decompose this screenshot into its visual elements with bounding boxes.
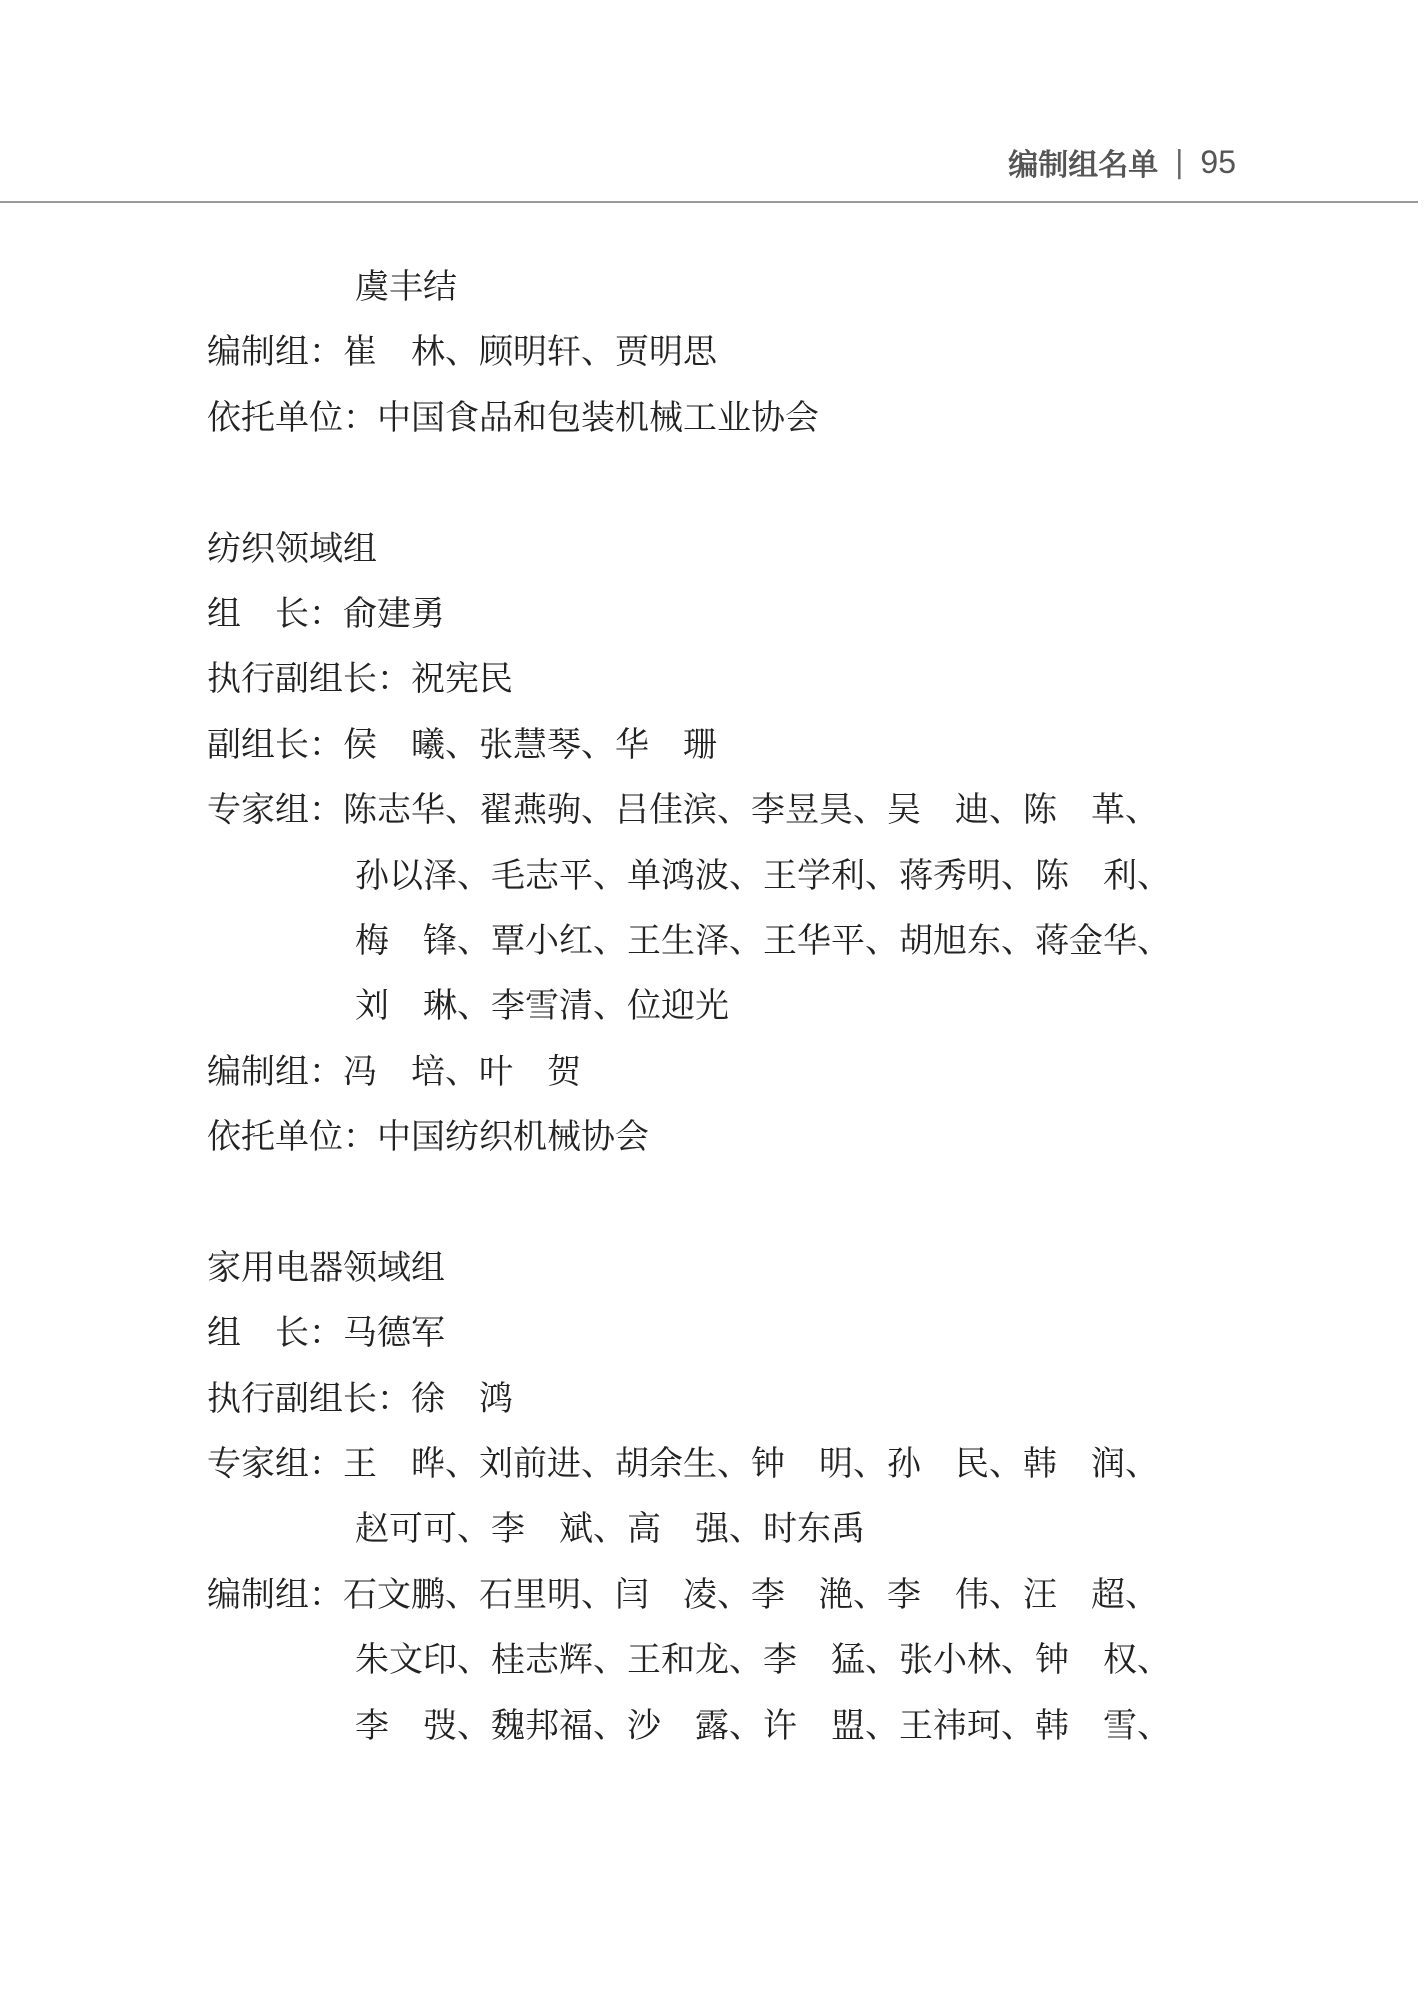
text-line: 朱文印、桂志辉、王和龙、李 猛、张小林、钟 权、 [355,1640,1171,1681]
text-line: 孙以泽、毛志平、单鸿波、王学利、蒋秀明、陈 利、 [355,855,1171,896]
section-gap [207,451,1242,516]
text-line: 虞丰结 [355,267,457,307]
text-line: 编制组：石文鹏、石里明、闫 凌、李 滟、李 伟、汪 超、 [207,1574,1159,1615]
section-heading: 纺织领域组 [207,528,377,569]
text-line: 执行副组长：祝宪民 [207,659,513,700]
header-separator: | [1174,144,1185,180]
text-line: 李 弢、魏邦福、沙 露、许 盟、王祎珂、韩 雪、 [355,1705,1171,1746]
page-body [207,255,1242,1759]
header-title: 编制组名单 [1008,148,1159,183]
running-header [1008,140,1236,184]
text-line: 执行副组长：徐 鸿 [207,1378,513,1419]
section-gap [207,1170,1242,1235]
text-line: 副组长：侯 曦、张慧琴、华 珊 [207,724,717,765]
text-line: 编制组：冯 培、叶 贺 [207,1051,581,1092]
text-line: 专家组：王 晔、刘前进、胡余生、钟 明、孙 民、韩 润、 [207,1444,1159,1485]
text-line: 依托单位：中国食品和包装机械工业协会 [207,397,819,438]
text-line: 赵可可、李 斌、高 强、时东禹 [355,1509,865,1550]
text-line: 组 长：马德军 [207,1313,445,1354]
header-rule [0,201,1418,203]
text-line: 编制组：崔 林、顾明轩、贾明思 [207,332,717,373]
section-heading: 家用电器领域组 [207,1247,445,1288]
text-line: 组 长：俞建勇 [207,593,445,634]
page-number: 95 [1200,143,1236,180]
text-line: 刘 琳、李雪清、位迎光 [355,986,729,1027]
text-line: 梅 锋、覃小红、王生泽、王华平、胡旭东、蒋金华、 [355,920,1171,961]
text-line: 依托单位：中国纺织机械协会 [207,1117,649,1158]
text-line: 专家组：陈志华、翟燕驹、吕佳滨、李昱昊、吴 迪、陈 革、 [207,790,1159,831]
